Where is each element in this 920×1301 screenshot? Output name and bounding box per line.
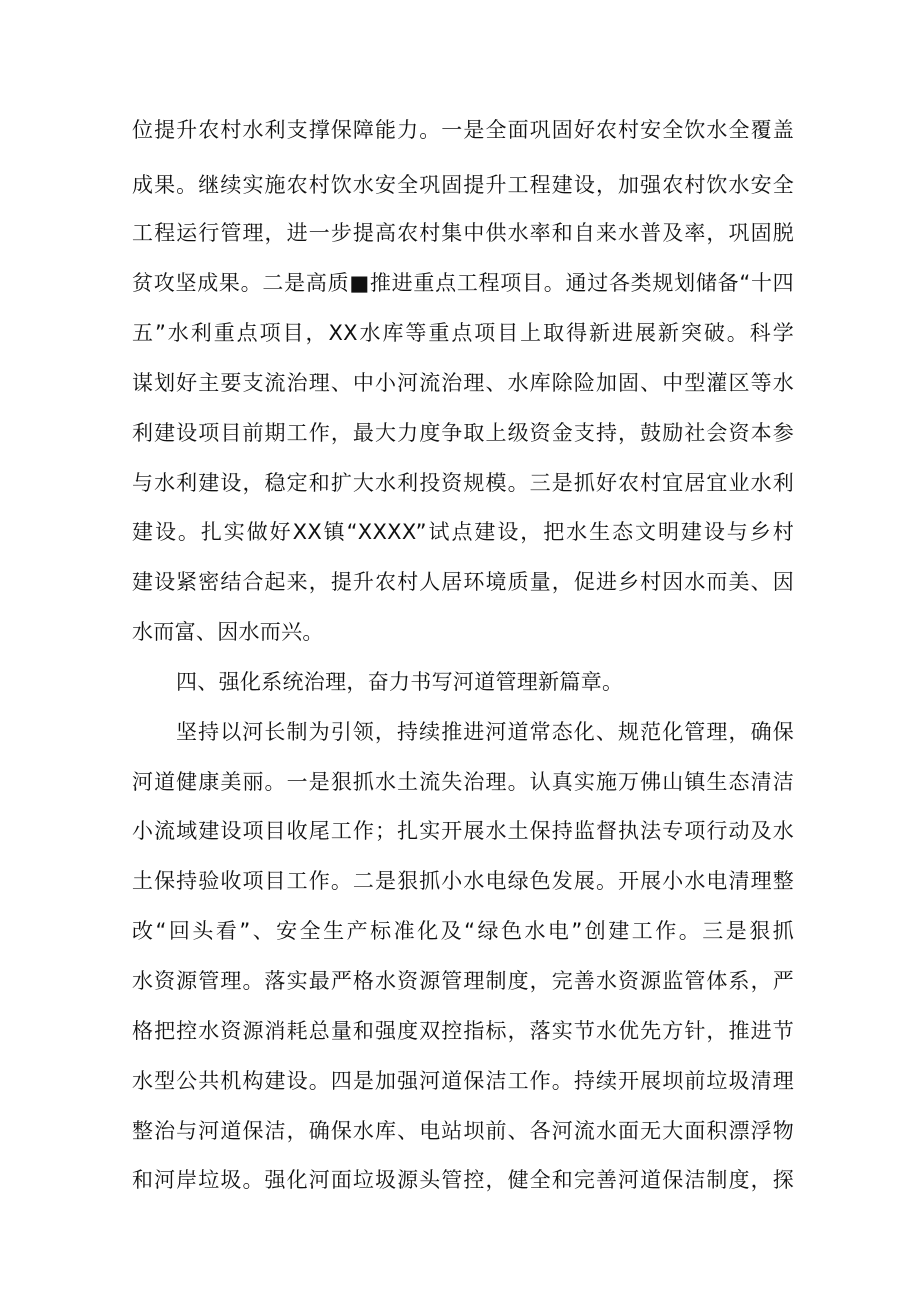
text-line: 贫攻坚成果。二是高质■推进重点工程项目。通过各类规划储备“十四 xyxy=(132,271,794,295)
text-line: 建设。扎实做好XX镇“XXXX”试点建设，把水生态文明建设与乡村 xyxy=(132,520,794,544)
text-line: 与水利建设，稳定和扩大水利投资规模。三是抓好农村宜居宜业水利 xyxy=(132,471,794,495)
section-heading: 四、强化系统治理，奋力书写河道管理新篇章。 xyxy=(176,670,624,694)
text-line: 工程运行管理，进一步提高农村集中供水率和自来水普及率，巩固脱 xyxy=(132,221,794,245)
text-line: 五”水利重点项目，XX水库等重点项目上取得新进展新突破。科学 xyxy=(132,321,794,345)
text-line: 土保持验收项目工作。二是狠抓小水电绿色发展。开展小水电清理整 xyxy=(132,869,794,893)
text-line: 成果。继续实施农村饮水安全巩固提升工程建设，加强农村饮水安全 xyxy=(132,173,794,197)
text-line: 格把控水资源消耗总量和强度双控指标，落实节水优先方针，推进节 xyxy=(132,1019,794,1043)
text-line: 水型公共机构建设。四是加强河道保洁工作。持续开展坝前垃圾清理 xyxy=(132,1069,794,1093)
text-line: 位提升农村水利支撑保障能力。一是全面巩固好农村安全饮水全覆盖 xyxy=(132,118,794,142)
text-line: 小流域建设项目收尾工作；扎实开展水土保持监督执法专项行动及水 xyxy=(132,819,794,843)
text-line: 和河岸垃圾。强化河面垃圾源头管控，健全和完善河道保洁制度，探 xyxy=(132,1168,794,1192)
text-line: 利建设项目前期工作，最大力度争取上级资金支持，鼓励社会资本参 xyxy=(132,421,794,445)
text-line: 建设紧密结合起来，提升农村人居环境质量，促进乡村因水而美、因 xyxy=(132,570,794,594)
text-line: 谋划好主要支流治理、中小河流治理、水库除险加固、中型灌区等水 xyxy=(132,371,794,395)
text-line: 河道健康美丽。一是狠抓水土流失治理。认真实施万佛山镇生态清洁 xyxy=(132,770,794,794)
text-line: 改“回头看”、安全生产标准化及“绿色水电”创建工作。三是狠抓 xyxy=(132,919,794,943)
text-line: 水资源管理。落实最严格水资源管理制度，完善水资源监管体系，严 xyxy=(132,969,794,993)
text-line: 整治与河道保洁，确保水库、电站坝前、各河流水面无大面积漂浮物 xyxy=(132,1119,794,1143)
text-line: 坚持以河长制为引领，持续推进河道常态化、规范化管理，确保 xyxy=(176,720,794,744)
text-line: 水而富、因水而兴。 xyxy=(132,620,324,644)
